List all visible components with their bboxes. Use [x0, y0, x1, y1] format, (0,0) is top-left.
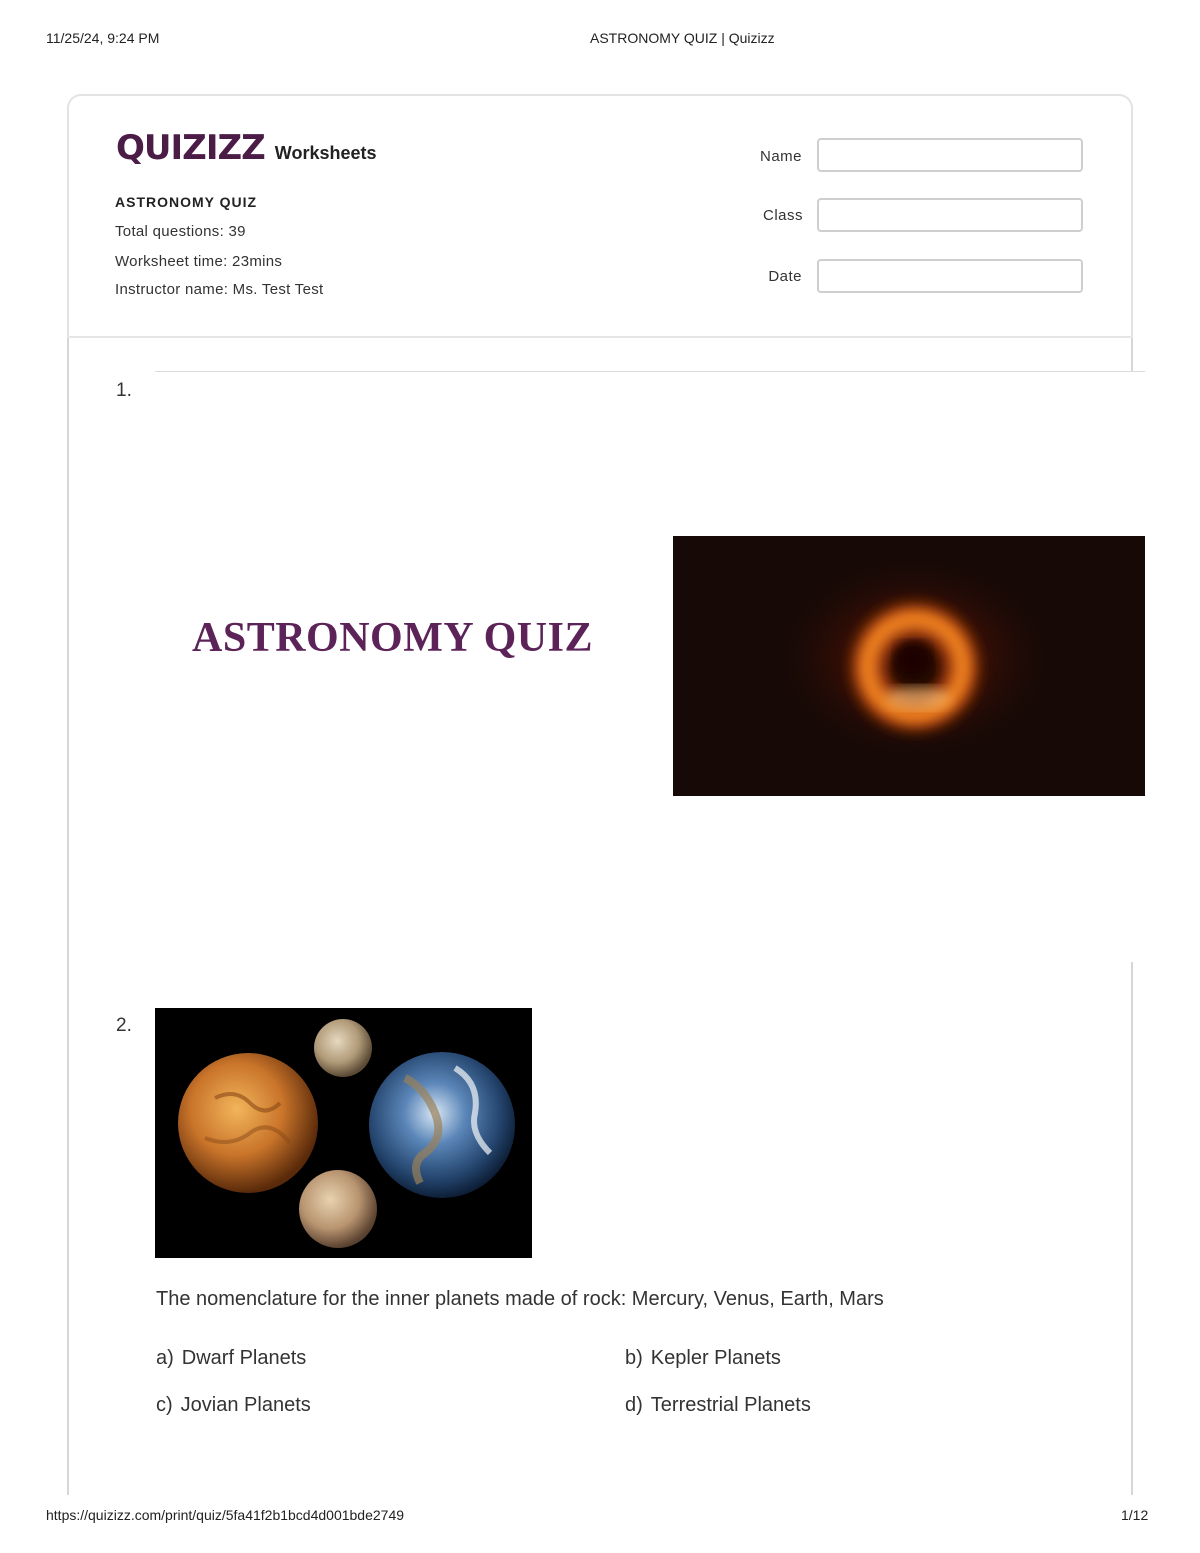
worksheets-label: Worksheets [274, 143, 377, 163]
right-border-top [1131, 338, 1133, 372]
instructor-name: Instructor name: Ms. Test Test [115, 281, 324, 298]
inner-planets-image [155, 1008, 532, 1258]
logo-text: QUIZIZZ [116, 128, 265, 168]
class-label: Class [762, 207, 803, 224]
print-url: https://quizizz.com/print/quiz/5fa41f2b1bcd4d001bde2749 [46, 1507, 405, 1523]
right-border-bottom [1131, 962, 1133, 1495]
option-a-text: Dwarf Planets [181, 1347, 307, 1369]
print-page-number: 1/12 [1121, 1507, 1149, 1523]
option-d-letter: d) [625, 1394, 643, 1416]
worksheet-time: Worksheet time: 23mins [115, 253, 283, 270]
question-divider [155, 371, 1145, 372]
question-2-text: The nomenclature for the inner planets made of rock: Mercury, Venus, Earth, Mars [156, 1288, 884, 1310]
option-a-letter: a) [156, 1347, 174, 1369]
date-field[interactable] [817, 259, 1083, 293]
question-number-2: 2. [116, 1015, 132, 1036]
option-c-text: Jovian Planets [180, 1394, 311, 1416]
option-d-text: Terrestrial Planets [650, 1394, 811, 1416]
option-c-letter: c) [156, 1394, 173, 1416]
name-field[interactable] [817, 138, 1083, 172]
option-d[interactable] [625, 1394, 811, 1417]
quizizz-logo [116, 128, 377, 168]
print-datetime: 11/25/24, 9:24 PM [46, 30, 160, 46]
print-page-title: ASTRONOMY QUIZ | Quizizz [590, 30, 775, 46]
option-b-text: Kepler Planets [650, 1347, 781, 1369]
option-a[interactable] [156, 1347, 306, 1370]
date-label: Date [768, 268, 802, 285]
worksheet-title: ASTRONOMY QUIZ [115, 194, 258, 210]
black-hole-image [673, 536, 1145, 796]
total-questions: Total questions: 39 [115, 223, 246, 240]
question-number-1: 1. [116, 380, 132, 401]
option-b-letter: b) [625, 1347, 643, 1369]
left-border [67, 338, 69, 1495]
option-c[interactable] [156, 1394, 311, 1417]
name-label: Name [759, 148, 802, 165]
option-b[interactable] [625, 1347, 781, 1370]
astronomy-quiz-title-image: ASTRONOMY QUIZ [192, 615, 593, 661]
class-field[interactable] [817, 198, 1083, 232]
